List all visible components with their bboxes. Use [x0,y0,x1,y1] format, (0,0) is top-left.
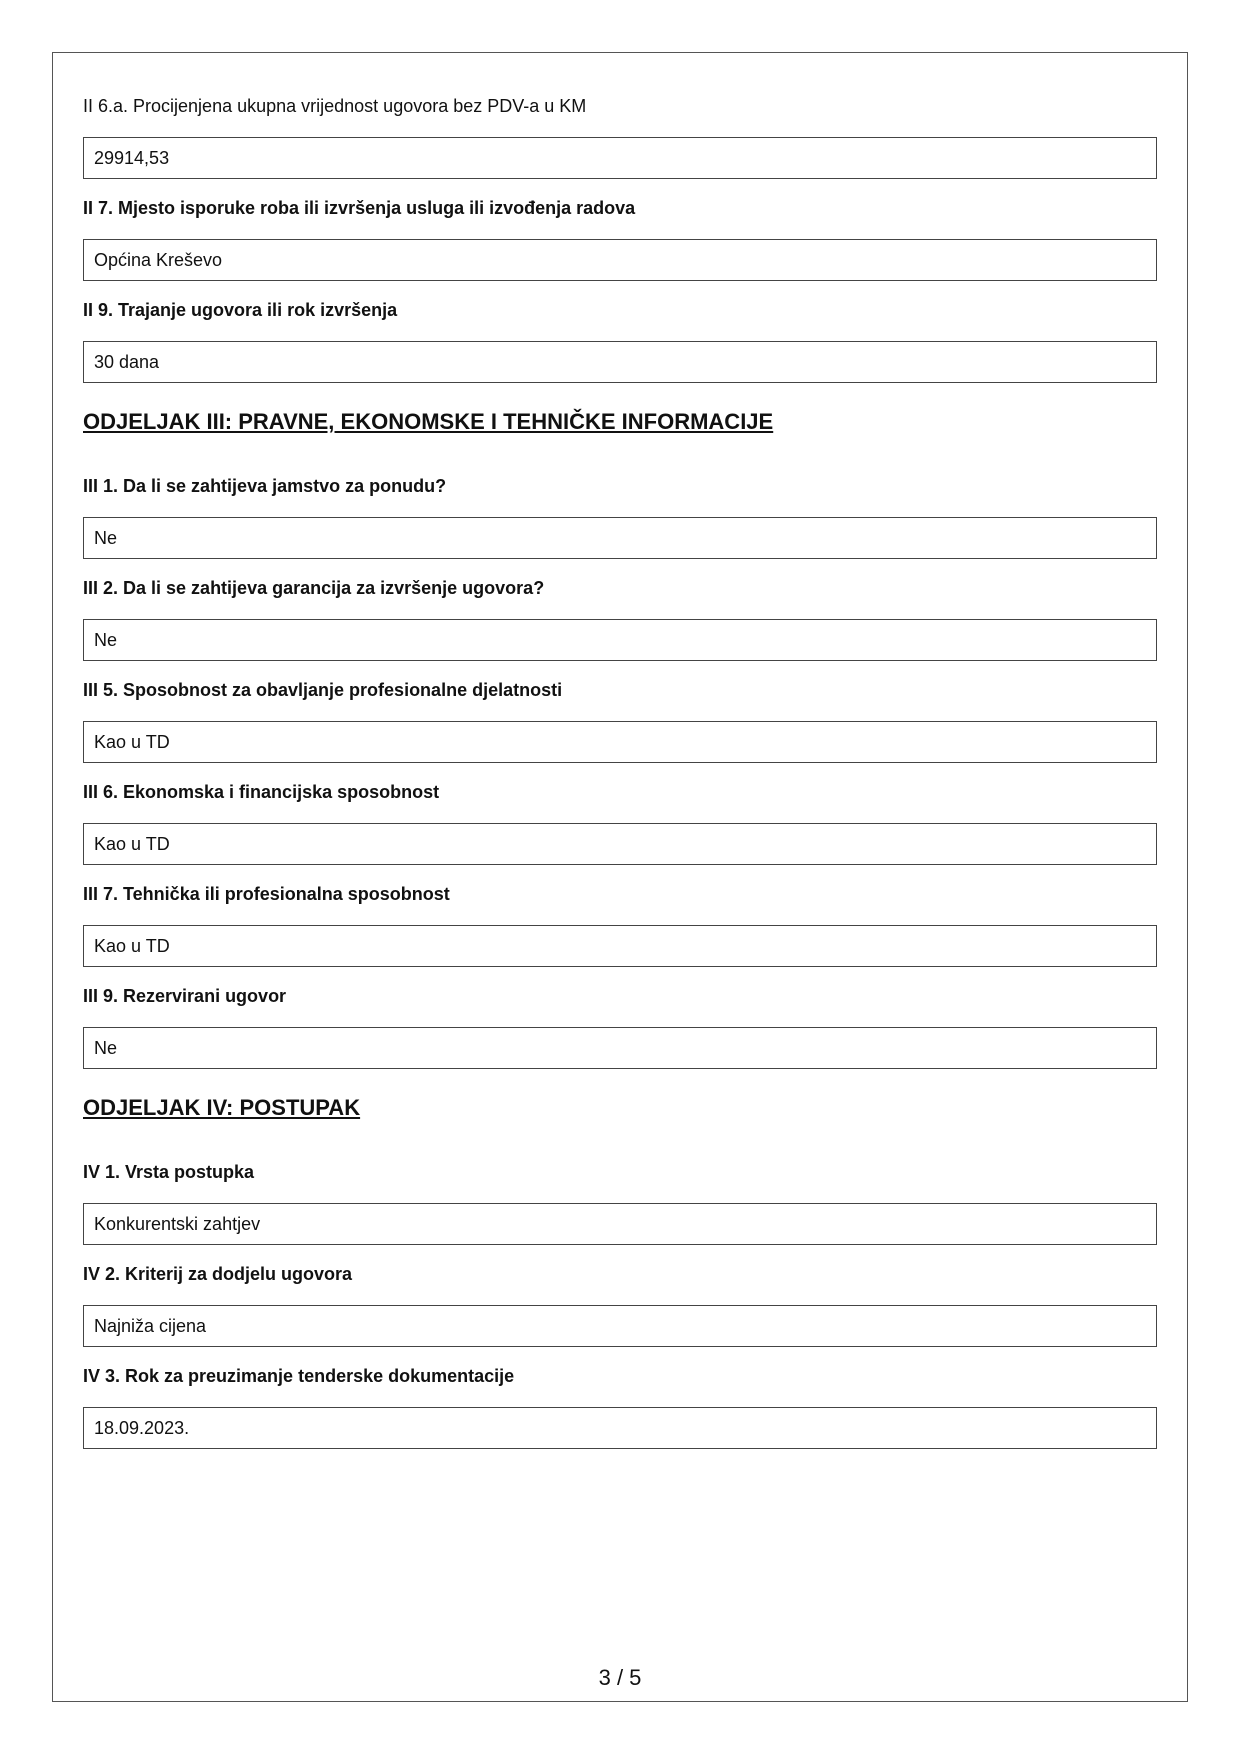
field-label: IV 3. Rok za preuzimanje tenderske dokumentacije [83,1366,515,1386]
field-label: III 6. Ekonomska i financijska sposobnost [83,782,440,802]
field-value-box: Općina Kreševo [83,239,1157,281]
section-heading: ODJELJAK IV: POSTUPAK [83,1095,361,1120]
field-value-box: 29914,53 [83,137,1157,179]
field-label: II 9. Trajanje ugovora ili rok izvršenja [83,300,398,320]
field-label: II 6.a. Procijenjena ukupna vrijednost ugovora bez PDV-a u KM [83,96,587,116]
field-value-box: Kao u TD [83,721,1157,763]
field-value-box: Ne [83,619,1157,661]
page-number: 3 / 5 [598,1665,642,1690]
field-value-box: Kao u TD [83,925,1157,967]
field-value-box: Konkurentski zahtjev [83,1203,1157,1245]
field-label: III 2. Da li se zahtijeva garancija za izvršenje ugovora? [83,578,545,598]
field-value-box: Ne [83,517,1157,559]
field-label: IV 1. Vrsta postupka [83,1162,255,1182]
field-label: III 7. Tehnička ili profesionalna sposobnost [83,884,450,904]
field-label: IV 2. Kriterij za dodjelu ugovora [83,1264,353,1284]
field-label: III 9. Rezervirani ugovor [83,986,287,1006]
field-label: II 7. Mjesto isporuke roba ili izvršenja usluga ili izvođenja radova [83,198,636,218]
field-value-box: Ne [83,1027,1157,1069]
section-heading: ODJELJAK III: PRAVNE, EKONOMSKE I TEHNIČKE INFORMACIJE [83,409,774,434]
field-value-box: 18.09.2023. [83,1407,1157,1449]
field-label: III 5. Sposobnost za obavljanje profesionalne djelatnosti [83,680,563,700]
field-label: III 1. Da li se zahtijeva jamstvo za ponudu? [83,476,447,496]
field-value-box: 30 dana [83,341,1157,383]
field-value-box: Najniža cijena [83,1305,1157,1347]
field-value-box: Kao u TD [83,823,1157,865]
